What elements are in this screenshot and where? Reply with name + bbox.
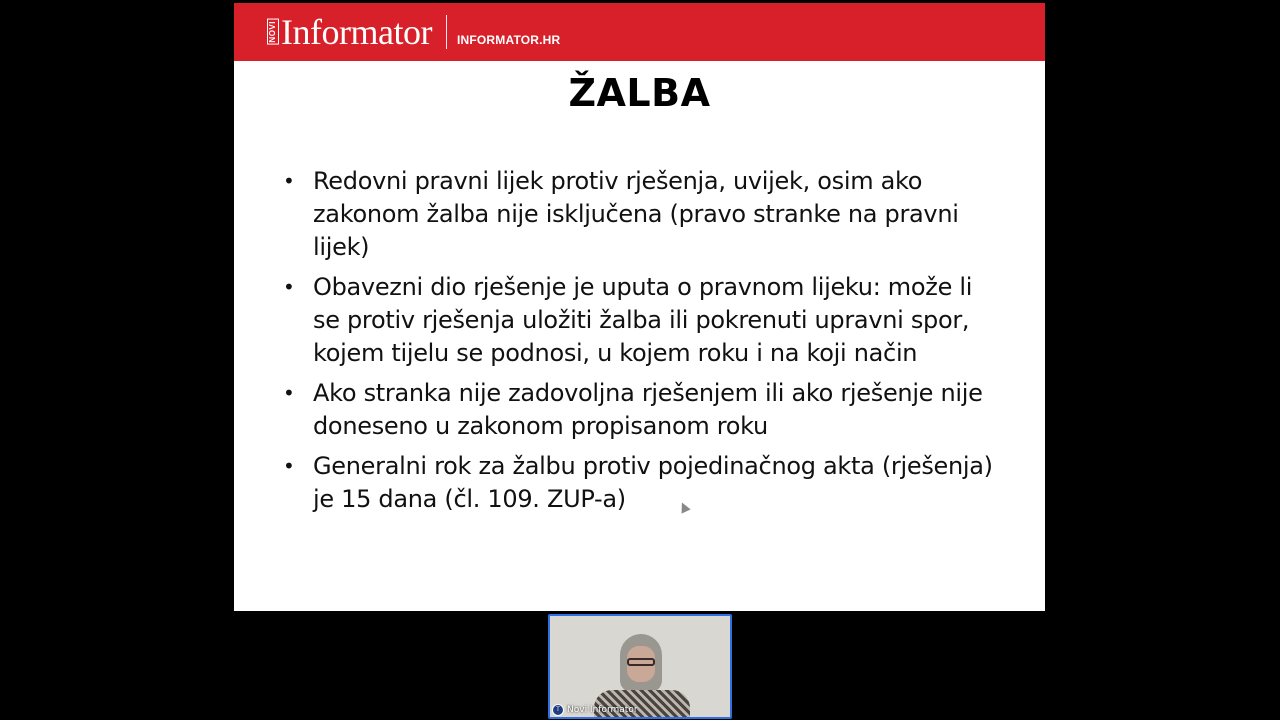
bullet-text: Ako stranka nije zadovoljna rješenjem ili ako rješenje nije doneseno u zakonom propisanom roku (313, 379, 983, 440)
teams-icon: T (552, 704, 564, 716)
logo-novi-badge: NOVI (268, 21, 277, 43)
participant-label (552, 704, 638, 716)
bullet-item (280, 165, 1000, 264)
bullet-item (280, 271, 1000, 370)
slide-title: ŽALBA (568, 71, 711, 115)
bullet-dot-icon: • (283, 169, 295, 193)
slide-header-banner (234, 3, 1045, 61)
presentation-slide (234, 3, 1045, 611)
bullet-list (280, 165, 1000, 523)
presenter-glasses (627, 658, 655, 666)
bullet-dot-icon: • (283, 275, 295, 299)
participant-name: Novi Informator (567, 705, 638, 715)
bullet-item (280, 450, 1000, 516)
bullet-text: Redovni pravni lijek protiv rješenja, uvijek, osim ako zakonom žalba nije isključena (pravo stranke na pravni lijek) (313, 167, 959, 261)
bullet-dot-icon: • (283, 454, 295, 478)
bullet-text: Generalni rok za žalbu protiv pojedinačnog akta (rješenja) je 15 dana (čl. 109. ZUP-a) (313, 452, 993, 513)
bullet-text: Obavezni dio rješenje je uputa o pravnom lijeku: može li se protiv rješenja uložiti žalba ili pokrenuti upravni spor, kojem tijelu se podnosi, u kojem roku i na koji način (313, 273, 973, 367)
logo-divider (446, 15, 447, 49)
webcam-thumbnail[interactable] (548, 614, 732, 719)
website-label: INFORMATOR.HR (456, 33, 561, 47)
bullet-item (280, 377, 1000, 443)
logo-wordmark: Informator (281, 12, 432, 52)
informator-logo (267, 3, 432, 61)
bullet-dot-icon: • (283, 381, 295, 405)
